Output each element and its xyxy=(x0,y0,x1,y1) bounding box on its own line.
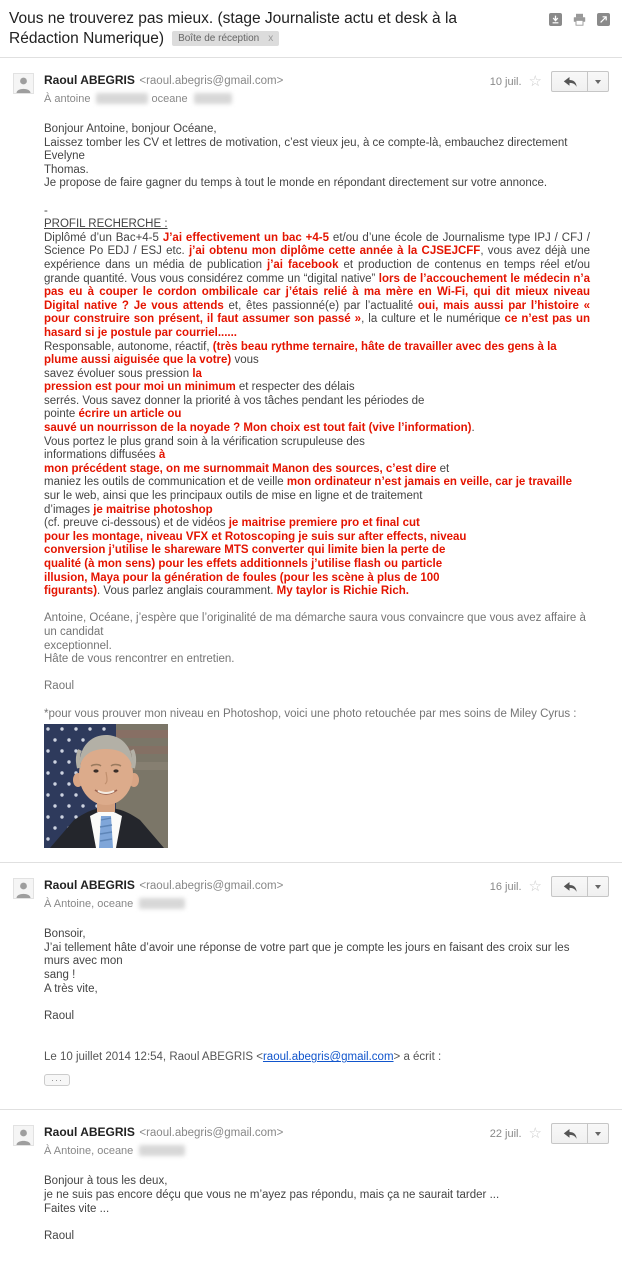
email-1-header xyxy=(0,58,622,109)
email-message-3 xyxy=(0,1110,622,1265)
star-icon[interactable]: ☆ xyxy=(528,878,542,896)
open-in-new-window-icon[interactable] xyxy=(597,13,610,26)
person-icon xyxy=(14,881,33,898)
recipients-text-2: oceane xyxy=(151,93,188,105)
recipients-line[interactable] xyxy=(44,1145,422,1157)
redacted-recipient xyxy=(96,93,148,104)
email-2-header xyxy=(0,863,622,914)
sender-address: <raoul.abegris@gmail.com> xyxy=(139,75,284,87)
more-options-button[interactable] xyxy=(588,876,609,897)
email-date: 16 juil. xyxy=(489,880,522,893)
sender-address: <raoul.abegris@gmail.com> xyxy=(139,1127,284,1140)
subject-bar xyxy=(0,0,622,52)
sender-name[interactable]: Raoul ABEGRIS xyxy=(44,73,135,87)
show-trimmed-content-button[interactable]: ··· xyxy=(44,1074,70,1086)
quoted-message-attribution: Le 10 juillet 2014 12:54, Raoul ABEGRIS <raoul.abegris@gmail.com> a écrit : xyxy=(44,1051,442,1064)
email-2-header-actions xyxy=(490,876,609,897)
email-date: 10 juil. xyxy=(489,75,522,88)
email-1-text: Bonjour Antoine, bonjour Océane, Laissez tomber les CV et lettres de motivation, c’est vieux jeu, à ce compte-là, embauchez directement Evelyne Thomas. Je propose de faire gagner du temps à tout le monde en répondant directement sur votre annonce. - PROFIL RECHERCHE : Diplômé d’un Bac+4-5 J’ai effectivement un bac +4-5 et/ou d’une école de Journalisme type IPJ / CFJ / Science Po EDJ / ESJ etc. j’ai obtenu mon diplôme cette année à la CJSEJCFF, vous avez déjà une expérience dans un média de publication j’ai facebook et production de contenus en temps réel et/ou grande quantité. Vous vous considérez comme un “digital native” lors de l’accouchement le médecin n’a pas eu à couper le cordon ombilicale car j’étais relié à ma mère en Wi-Fi, qui dit mieux niveau Digital native ? Je vous attends et, êtes passionné(e) par l’actualité oui, mais aussi par l’histoire « pour construire son présent, il faut assumer son passé », la culture et le numérique ce n’est pas un hasard si je postule par courriel...... Responsable, autonome, réactif, (très beau rythme ternaire, hâte de travailler avec des gens à la plume aussi aiguisée que la votre) vous savez évoluer sous pression la pression est pour moi un minimum et respecter des délais serrés. Vous savez donner la priorité à vos tâches pendant les périodes de pointe écrire un article ou sauvé un nourrisson de la noyade ? Mon choix est tout fait (vive l’information). Vous portez le plus grand soin à la vérification scrupuleuse des informations diffusées à mon précédent stage, on me surnommait Manon des sources, c’est dire et maniez les outils de communication et de veille mon ordinateur n’est jamais en veille, car je travaille sur le web, ainsi que les principaux outils de mise en ligne et de traitement d’images je maitrise photoshop (cf. preuve ci-dessous) et de vidéos je maitrise premiere pro et final cut pour les montage, niveau VFX et Rotoscoping je suis sur after effects, niveau conversion j’utilise le shareware MTS converter qui limite bien la perte de qualité (à mon sens) pour les effets additionnels j’utilise flash ou particle illusion, Maya pour la génération de foules (pour les scène à plus de 100 figurants). Vous parlez anglais couramment. My taylor is Richie Rich. Antoine, Océane, j’espère que l’originalité de ma démarche saura vous convaincre que vous avez affaire à un candidat exceptionnel. Hâte de vous rencontrer en entretien. Raoul *pour vous prouver mon niveau en Photoshop, voici une photo retouchée par mes soins de Miley Cyrus : xyxy=(44,123,591,720)
reply-button[interactable] xyxy=(551,1123,588,1144)
recipients-text: À antoine xyxy=(44,93,91,105)
reply-arrow-icon xyxy=(563,881,577,893)
chevron-down-icon xyxy=(595,1132,601,1136)
remove-label-icon[interactable]: x xyxy=(268,33,274,44)
sender-address: <raoul.abegris@gmail.com> xyxy=(139,880,284,893)
inbox-label-chip[interactable] xyxy=(172,31,279,46)
reply-button-group xyxy=(551,71,609,92)
reply-arrow-icon xyxy=(563,1128,577,1140)
person-icon xyxy=(14,1128,33,1145)
chevron-down-icon xyxy=(595,80,601,84)
download-icon[interactable] xyxy=(549,13,562,26)
star-icon[interactable]: ☆ xyxy=(528,73,542,90)
retouched-photo-image xyxy=(44,724,168,848)
email-1-header-actions xyxy=(490,71,609,92)
recipients-line[interactable] xyxy=(44,898,422,910)
chevron-down-icon xyxy=(595,885,601,889)
recipients-line[interactable] xyxy=(44,93,422,105)
email-2-body xyxy=(0,914,622,1109)
sender-name[interactable]: Raoul ABEGRIS xyxy=(44,878,135,893)
redacted-recipient xyxy=(139,898,185,909)
email-3-text: Bonjour à tous les deux, je ne suis pas encore déçu que vous ne m’ayez pas répondu, mais ça ne saurait tarder ... Faites vite ... Raoul xyxy=(44,1175,500,1242)
reply-button-group xyxy=(551,1123,609,1144)
sender-line xyxy=(44,1123,422,1141)
avatar xyxy=(13,878,34,899)
sender-line xyxy=(44,71,422,89)
email-date: 22 juil. xyxy=(489,1127,522,1140)
email-message-2 xyxy=(0,863,622,1109)
inbox-label-text: Boîte de réception xyxy=(178,33,260,44)
avatar xyxy=(13,73,34,94)
email-3-header-actions xyxy=(490,1123,609,1144)
recipients-text: À Antoine, oceane xyxy=(44,1145,134,1158)
conversation-toolbar xyxy=(549,13,610,26)
email-3-header xyxy=(0,1110,622,1161)
reply-button-group xyxy=(551,876,609,897)
reply-arrow-icon xyxy=(563,76,577,88)
more-options-button[interactable] xyxy=(588,71,609,92)
star-icon[interactable]: ☆ xyxy=(528,1125,542,1143)
email-3-body xyxy=(0,1161,622,1265)
print-icon[interactable] xyxy=(573,13,586,26)
email-message-1 xyxy=(0,58,622,848)
avatar xyxy=(13,1125,34,1146)
redacted-recipient xyxy=(194,93,232,104)
sender-name[interactable]: Raoul ABEGRIS xyxy=(44,1125,135,1140)
person-icon xyxy=(14,76,33,93)
email-2-text: Bonsoir, J’ai tellement hâte d’avoir une réponse de votre part que je compte les jours en faisant des croix sur les murs avec mon sang ! A très vite, Raoul xyxy=(44,928,570,1022)
reply-button[interactable] xyxy=(551,71,588,92)
email-1-body xyxy=(0,109,622,848)
more-options-button[interactable] xyxy=(588,1123,609,1144)
recipients-text: À Antoine, oceane xyxy=(44,898,134,911)
redacted-recipient xyxy=(139,1145,185,1156)
sender-line xyxy=(44,876,422,894)
conversation-subject: Vous ne trouverez pas mieux. (stage Journaliste actu et desk à la Rédaction Numerique) xyxy=(9,10,458,47)
reply-button[interactable] xyxy=(551,876,588,897)
